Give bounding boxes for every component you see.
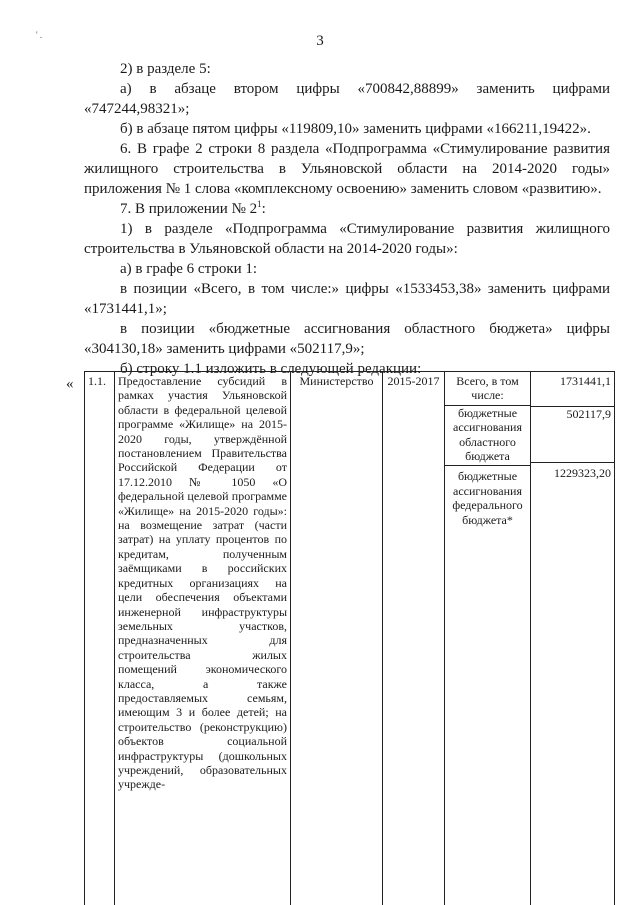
paragraph-tail: :	[261, 201, 266, 217]
paragraph	[84, 199, 610, 219]
sources-cell	[445, 372, 531, 905]
paragraph: а) в абзаце втором цифры «700842,88899» заменить цифрами «747244,98321»;	[84, 81, 610, 117]
source-federal: бюджетные ассигнования федерального бюджета*	[452, 469, 523, 527]
period-cell: 2015-2017	[383, 372, 445, 905]
table-row	[85, 372, 615, 905]
source-regional: бюджетные ассигнования областного бюджета	[445, 406, 530, 467]
program-table	[84, 371, 615, 905]
paragraph: в позиции «бюджетные ассигнования областного бюджета» цифры «304130,18» заменить цифрами «502117,9»;	[84, 321, 610, 357]
paragraph: 6. В графе 2 строки 8 раздела «Подпрограмма «Стимулирование развития жилищного строительства в Ульяновской области на 2014-2020 годы» приложения № 1 слова «комплексному освоению» заменить словом «развитию».	[84, 141, 610, 197]
corner-mark: ' .	[36, 30, 43, 40]
paragraph: б) в абзаце пятом цифры «119809,10» заменить цифрами «166211,19422».	[120, 121, 591, 137]
values-cell	[531, 372, 615, 905]
paragraph: 1) в разделе «Подпрограмма «Стимулирование развития жилищного строительства в Ульяновской области на 2014-2020 годы»:	[84, 221, 610, 257]
paragraph: а) в графе 6 строки 1:	[120, 261, 258, 277]
row-number: 1.1.	[85, 372, 115, 905]
open-quote: «	[66, 376, 74, 392]
page-number: 3	[316, 33, 324, 49]
row-description: Предоставление субсидий в рамках участия Ульяновской области в федеральной целевой программе «Жилище» на 2015-2020 годы, утверждённой постановлением Правительства Российской Федерации от 17.12.2010 № 1050 «О федеральной целевой программе «Жилище» на 2015-2020 годы»: на возмещение затрат (части затрат) на уплату процентов по кредитам, полученным заёмщиками в российских кредитных организациях на цели обеспечения объектами инженерной инфраструктуры земельных участков, предназначенных для строительства жилых помещений экономического класса, а также предоставляемых семьям, имеющим 3 и более детей; на строительство (реконструкцию) объектов социальной инфраструктуры (дошкольных учреждений, образовательных учрежде-	[115, 372, 291, 905]
paragraph: в позиции «Всего, в том числе:» цифры «1533453,38» заменить цифрами «1731441,1»;	[84, 281, 610, 317]
source-total: Всего, в том числе:	[445, 374, 530, 406]
executor-cell: Министерство	[291, 372, 383, 905]
value-total: 1731441,1	[531, 374, 614, 407]
document-body	[84, 59, 610, 379]
value-regional: 502117,9	[531, 407, 614, 463]
value-federal: 1229323,20	[554, 466, 611, 480]
paragraph-text: 7. В приложении № 2	[120, 201, 258, 217]
paragraph: 2) в разделе 5:	[120, 61, 211, 77]
footnote-mark: 1	[257, 199, 262, 209]
paragraph: б) строку 1.1 изложить в следующей редакции:	[120, 361, 422, 377]
